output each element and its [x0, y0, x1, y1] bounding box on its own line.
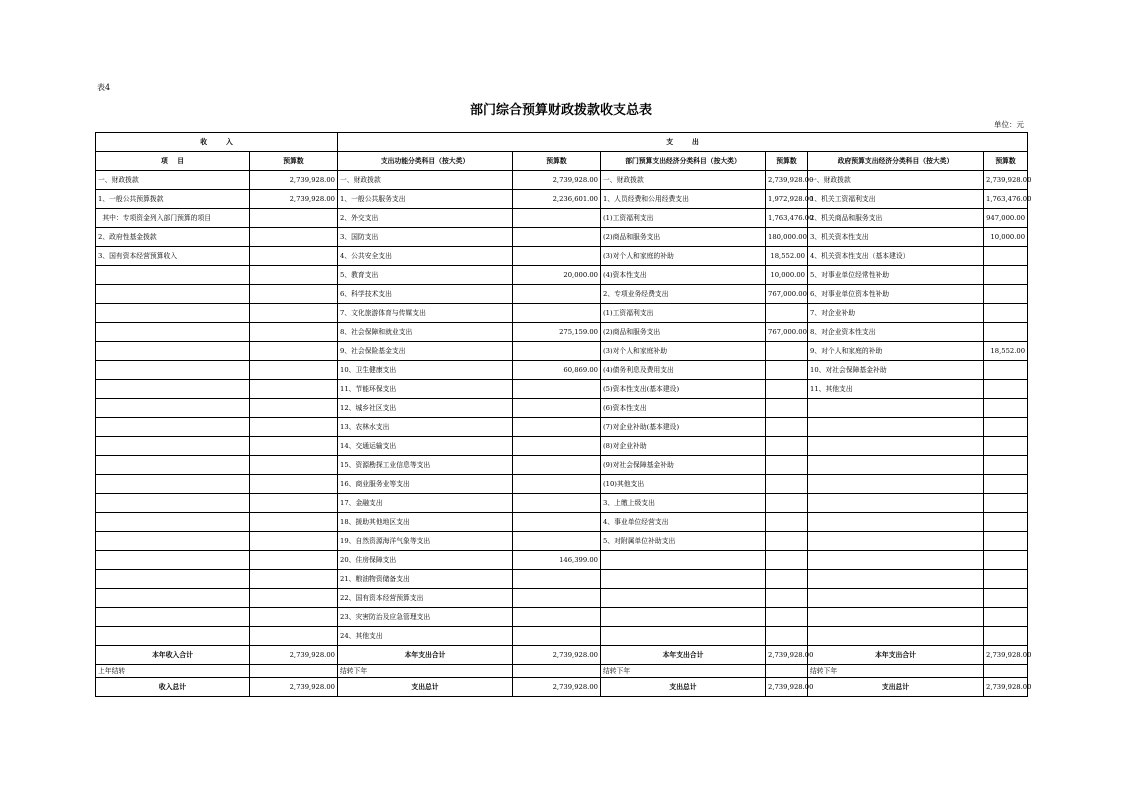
cell-gov-economic-budget: [984, 513, 1028, 532]
cell-functional-item: 20、住房保障支出: [338, 551, 513, 570]
cell-income-item: [96, 361, 250, 380]
cell-functional-budget: 60,869.00: [513, 361, 601, 380]
cell-functional-item: 19、自然资源海洋气象等支出: [338, 532, 513, 551]
cell-gov-economic-budget: [984, 665, 1028, 678]
cell-gov-economic-item: 8、对企业资本性支出: [808, 323, 984, 342]
cell-gov-economic-item: 11、其他支出: [808, 380, 984, 399]
cell-dept-economic-budget: 767,000.00: [766, 323, 808, 342]
cell-functional-budget: 2,236,601.00: [513, 190, 601, 209]
cell-income-item: [96, 456, 250, 475]
cell-functional-budget: [513, 665, 601, 678]
cell-income-item: [96, 266, 250, 285]
cell-gov-economic-item: [808, 608, 984, 627]
cell-gov-economic-item: 一、财政拨款: [808, 171, 984, 190]
cell-gov-economic-budget: [984, 399, 1028, 418]
cell-income-budget: [250, 399, 338, 418]
cell-functional-item: 6、科学技术支出: [338, 285, 513, 304]
cell-functional-budget: [513, 228, 601, 247]
cell-functional-budget: [513, 627, 601, 646]
cell-functional-budget: [513, 437, 601, 456]
unit-label: 单位：元: [994, 120, 1024, 129]
cell-dept-economic-item: (8)对企业补助: [601, 437, 766, 456]
table-row: [96, 209, 1028, 228]
cell-income-budget: 2,739,928.00: [250, 190, 338, 209]
cell-dept-economic-item: 5、对附属单位补助支出: [601, 532, 766, 551]
income-section-header: 收 入: [96, 133, 338, 152]
cell-functional-budget: [513, 342, 601, 361]
col-header-income-budget: 预算数: [250, 152, 338, 171]
cell-functional-item: 15、资源勘探工业信息等支出: [338, 456, 513, 475]
cell-income-item: [96, 342, 250, 361]
cell-income-budget: [250, 627, 338, 646]
cell-dept-economic-budget: [766, 456, 808, 475]
cell-functional-item: 支出总计: [338, 678, 513, 697]
cell-income-budget: [250, 418, 338, 437]
cell-gov-economic-item: [808, 475, 984, 494]
cell-income-budget: [250, 304, 338, 323]
cell-gov-economic-item: [808, 627, 984, 646]
col-header-dept-economic-class: 部门预算支出经济分类科目（按大类）: [601, 152, 766, 171]
cell-functional-budget: [513, 304, 601, 323]
cell-dept-economic-budget: [766, 608, 808, 627]
column-header-row: [96, 152, 1028, 171]
cell-income-item: [96, 532, 250, 551]
cell-dept-economic-item: (2)商品和服务支出: [601, 323, 766, 342]
cell-gov-economic-budget: 2,739,928.00: [984, 678, 1028, 697]
cell-functional-item: 2、外交支出: [338, 209, 513, 228]
expenditure-section-header: 支 出: [338, 133, 1028, 152]
cell-gov-economic-item: [808, 570, 984, 589]
cell-dept-economic-item: (5)资本性支出(基本建设): [601, 380, 766, 399]
cell-gov-economic-budget: [984, 247, 1028, 266]
cell-gov-economic-budget: [984, 418, 1028, 437]
cell-income-budget: [250, 551, 338, 570]
table-row: [96, 570, 1028, 589]
cell-dept-economic-item: 一、财政拨款: [601, 171, 766, 190]
cell-income-item: [96, 475, 250, 494]
cell-gov-economic-item: 7、对企业补助: [808, 304, 984, 323]
cell-dept-economic-budget: [766, 418, 808, 437]
cell-income-budget: [250, 323, 338, 342]
cell-dept-economic-item: 2、专项业务经费支出: [601, 285, 766, 304]
cell-functional-budget: [513, 513, 601, 532]
cell-dept-economic-budget: 2,739,928.00: [766, 678, 808, 697]
cell-dept-economic-item: 1、人员经费和公用经费支出: [601, 190, 766, 209]
cell-income-budget: [250, 532, 338, 551]
cell-gov-economic-item: 支出总计: [808, 678, 984, 697]
cell-gov-economic-budget: [984, 475, 1028, 494]
cell-income-budget: [250, 475, 338, 494]
cell-functional-item: 24、其他支出: [338, 627, 513, 646]
cell-functional-budget: [513, 285, 601, 304]
cell-functional-budget: 20,000.00: [513, 266, 601, 285]
cell-dept-economic-budget: [766, 380, 808, 399]
cell-functional-budget: [513, 532, 601, 551]
cell-gov-economic-budget: [984, 570, 1028, 589]
table-row: [96, 323, 1028, 342]
cell-dept-economic-budget: 2,739,928.00: [766, 171, 808, 190]
cell-income-item: 本年收入合计: [96, 646, 250, 665]
cell-dept-economic-item: 本年支出合计: [601, 646, 766, 665]
cell-dept-economic-item: (2)商品和服务支出: [601, 228, 766, 247]
cell-functional-item: 7、文化旅游体育与传媒支出: [338, 304, 513, 323]
table-row: [96, 475, 1028, 494]
cell-dept-economic-budget: [766, 532, 808, 551]
cell-income-item: [96, 304, 250, 323]
cell-income-item: [96, 627, 250, 646]
cell-gov-economic-item: 4、机关资本性支出（基本建设）: [808, 247, 984, 266]
cell-gov-economic-budget: [984, 304, 1028, 323]
cell-dept-economic-budget: [766, 342, 808, 361]
cell-functional-budget: [513, 494, 601, 513]
cell-income-budget: [250, 361, 338, 380]
cell-functional-budget: 2,739,928.00: [513, 171, 601, 190]
cell-income-item: [96, 399, 250, 418]
col-header-gov-economic-budget: 预算数: [984, 152, 1028, 171]
table-row: [96, 361, 1028, 380]
page-title: 部门综合预算财政拨款收支总表: [469, 103, 652, 118]
cell-dept-economic-item: (3)对个人和家庭补助: [601, 342, 766, 361]
cell-income-budget: [250, 266, 338, 285]
cell-functional-budget: [513, 475, 601, 494]
table-row: [96, 247, 1028, 266]
cell-gov-economic-item: 2、机关商品和服务支出: [808, 209, 984, 228]
cell-functional-item: 8、社会保障和就业支出: [338, 323, 513, 342]
cell-dept-economic-budget: [766, 399, 808, 418]
cell-gov-economic-item: [808, 513, 984, 532]
cell-income-item: [96, 418, 250, 437]
cell-functional-item: 14、交通运输支出: [338, 437, 513, 456]
table-row: [96, 304, 1028, 323]
cell-dept-economic-budget: [766, 513, 808, 532]
cell-dept-economic-budget: [766, 304, 808, 323]
cell-functional-item: 16、商业服务业等支出: [338, 475, 513, 494]
cell-income-item: [96, 551, 250, 570]
cell-dept-economic-budget: [766, 589, 808, 608]
cell-functional-item: 23、灾害防治及应急管理支出: [338, 608, 513, 627]
cell-income-budget: 2,739,928.00: [250, 171, 338, 190]
cell-income-budget: [250, 247, 338, 266]
cell-gov-economic-budget: [984, 456, 1028, 475]
cell-income-item: 上年结转: [96, 665, 250, 678]
cell-dept-economic-budget: [766, 437, 808, 456]
cell-dept-economic-item: (6)资本性支出: [601, 399, 766, 418]
col-header-gov-economic-class: 政府预算支出经济分类科目（按大类）: [808, 152, 984, 171]
cell-functional-item: 一、财政拨款: [338, 171, 513, 190]
cell-dept-economic-budget: [766, 494, 808, 513]
cell-functional-item: 3、国防支出: [338, 228, 513, 247]
cell-functional-item: 13、农林水支出: [338, 418, 513, 437]
cell-gov-economic-budget: [984, 532, 1028, 551]
table-row: [96, 551, 1028, 570]
cell-gov-economic-budget: 2,739,928.00: [984, 646, 1028, 665]
cell-income-budget: [250, 570, 338, 589]
cell-functional-item: 22、国有资本经营预算支出: [338, 589, 513, 608]
cell-dept-economic-item: (4)资本性支出: [601, 266, 766, 285]
cell-dept-economic-budget: 10,000.00: [766, 266, 808, 285]
cell-gov-economic-budget: 18,552.00: [984, 342, 1028, 361]
cell-dept-economic-item: 4、事业单位经营支出: [601, 513, 766, 532]
cell-income-budget: [250, 456, 338, 475]
table-row: [96, 342, 1028, 361]
total-row-year: [96, 646, 1028, 665]
cell-gov-economic-item: 3、机关资本性支出: [808, 228, 984, 247]
cell-dept-economic-item: [601, 608, 766, 627]
table-row: [96, 399, 1028, 418]
cell-gov-economic-item: [808, 551, 984, 570]
cell-gov-economic-budget: [984, 627, 1028, 646]
cell-dept-economic-budget: 1,972,928.00: [766, 190, 808, 209]
cell-gov-economic-item: [808, 399, 984, 418]
cell-gov-economic-item: 5、对事业单位经常性补助: [808, 266, 984, 285]
cell-dept-economic-item: (7)对企业补助(基本建设): [601, 418, 766, 437]
cell-income-budget: [250, 380, 338, 399]
cell-income-item: [96, 437, 250, 456]
cell-income-item: 收入总计: [96, 678, 250, 697]
cell-gov-economic-item: [808, 532, 984, 551]
cell-gov-economic-item: [808, 589, 984, 608]
cell-dept-economic-item: (4)债务利息及费用支出: [601, 361, 766, 380]
cell-income-item: [96, 494, 250, 513]
cell-income-budget: [250, 228, 338, 247]
cell-dept-economic-item: [601, 551, 766, 570]
cell-gov-economic-budget: 10,000.00: [984, 228, 1028, 247]
cell-gov-economic-item: 9、对个人和家庭的补助: [808, 342, 984, 361]
table-row: [96, 228, 1028, 247]
grand-total-row: [96, 678, 1028, 697]
cell-gov-economic-budget: 1,763,476.00: [984, 190, 1028, 209]
table-row: [96, 380, 1028, 399]
cell-income-budget: [250, 285, 338, 304]
cell-dept-economic-item: [601, 627, 766, 646]
cell-dept-economic-budget: [766, 627, 808, 646]
cell-dept-economic-budget: 18,552.00: [766, 247, 808, 266]
cell-income-budget: [250, 665, 338, 678]
cell-functional-item: 本年支出合计: [338, 646, 513, 665]
cell-income-item: [96, 570, 250, 589]
cell-gov-economic-budget: [984, 285, 1028, 304]
cell-income-budget: [250, 437, 338, 456]
table-row: [96, 418, 1028, 437]
cell-income-item: [96, 513, 250, 532]
col-header-functional-class: 支出功能分类科目（按大类）: [338, 152, 513, 171]
table-row: [96, 437, 1028, 456]
cell-gov-economic-budget: 2,739,928.00: [984, 171, 1028, 190]
cell-gov-economic-budget: [984, 437, 1028, 456]
cell-functional-budget: [513, 456, 601, 475]
cell-gov-economic-budget: [984, 494, 1028, 513]
cell-functional-item: 结转下年: [338, 665, 513, 678]
cell-gov-economic-budget: 947,000.00: [984, 209, 1028, 228]
cell-gov-economic-item: [808, 494, 984, 513]
cell-income-budget: [250, 494, 338, 513]
cell-income-item: 一、财政拨款: [96, 171, 250, 190]
cell-functional-item: 1、一般公共服务支出: [338, 190, 513, 209]
cell-dept-economic-item: (1)工资福利支出: [601, 209, 766, 228]
cell-dept-economic-budget: [766, 570, 808, 589]
cell-gov-economic-item: 结转下年: [808, 665, 984, 678]
section-header-row: [96, 133, 1028, 152]
cell-gov-economic-budget: [984, 608, 1028, 627]
cell-gov-economic-budget: [984, 380, 1028, 399]
table-row: [96, 266, 1028, 285]
cell-dept-economic-budget: [766, 361, 808, 380]
cell-functional-budget: [513, 608, 601, 627]
cell-dept-economic-budget: [766, 665, 808, 678]
cell-dept-economic-item: (1)工资福利支出: [601, 304, 766, 323]
cell-gov-economic-item: 6、对事业单位资本性补助: [808, 285, 984, 304]
cell-income-item: [96, 589, 250, 608]
cell-dept-economic-budget: 2,739,928.00: [766, 646, 808, 665]
cell-functional-budget: 275,159.00: [513, 323, 601, 342]
cell-dept-economic-item: [601, 570, 766, 589]
cell-dept-economic-budget: 1,763,476.00: [766, 209, 808, 228]
table-row: [96, 589, 1028, 608]
table-row: [96, 171, 1028, 190]
col-header-functional-budget: 预算数: [513, 152, 601, 171]
cell-functional-budget: [513, 399, 601, 418]
cell-income-item: 其中：专项资金列入部门预算的项目: [96, 209, 250, 228]
cell-income-budget: [250, 589, 338, 608]
table-row: [96, 513, 1028, 532]
table-row: [96, 285, 1028, 304]
cell-functional-item: 5、教育支出: [338, 266, 513, 285]
table-row: [96, 608, 1028, 627]
cell-functional-budget: [513, 570, 601, 589]
cell-functional-item: 9、社会保险基金支出: [338, 342, 513, 361]
cell-dept-economic-item: (9)对社会保障基金补助: [601, 456, 766, 475]
table-row: [96, 532, 1028, 551]
cell-income-item: [96, 380, 250, 399]
cell-gov-economic-budget: [984, 361, 1028, 380]
cell-income-item: [96, 323, 250, 342]
cell-dept-economic-item: (3)对个人和家庭的补助: [601, 247, 766, 266]
cell-gov-economic-budget: [984, 266, 1028, 285]
cell-dept-economic-budget: [766, 475, 808, 494]
cell-dept-economic-item: 支出总计: [601, 678, 766, 697]
cell-income-budget: [250, 342, 338, 361]
cell-gov-economic-item: [808, 437, 984, 456]
cell-gov-economic-item: 1、机关工资福利支出: [808, 190, 984, 209]
cell-functional-item: 21、粮油物资储备支出: [338, 570, 513, 589]
table-row: [96, 190, 1028, 209]
cell-dept-economic-item: [601, 589, 766, 608]
cell-functional-budget: [513, 380, 601, 399]
cell-income-budget: 2,739,928.00: [250, 678, 338, 697]
cell-income-budget: 2,739,928.00: [250, 646, 338, 665]
cell-gov-economic-item: 本年支出合计: [808, 646, 984, 665]
cell-income-item: [96, 285, 250, 304]
budget-table: [95, 132, 1032, 697]
cell-functional-budget: 2,739,928.00: [513, 678, 601, 697]
table-row: [96, 494, 1028, 513]
cell-functional-item: 11、节能环保支出: [338, 380, 513, 399]
cell-income-budget: [250, 608, 338, 627]
cell-income-item: 3、国有资本经营预算收入: [96, 247, 250, 266]
cell-functional-item: 17、金融支出: [338, 494, 513, 513]
col-header-item: 项 目: [96, 152, 250, 171]
cell-income-budget: [250, 513, 338, 532]
cell-income-item: [96, 608, 250, 627]
cell-functional-budget: 146,399.00: [513, 551, 601, 570]
cell-gov-economic-budget: [984, 323, 1028, 342]
cell-functional-budget: 2,739,928.00: [513, 646, 601, 665]
cell-functional-budget: [513, 209, 601, 228]
cell-functional-item: 12、城乡社区支出: [338, 399, 513, 418]
cell-dept-economic-item: 结转下年: [601, 665, 766, 678]
col-header-dept-economic-budget: 预算数: [766, 152, 808, 171]
cell-functional-item: 18、援助其他地区支出: [338, 513, 513, 532]
cell-functional-budget: [513, 418, 601, 437]
cell-functional-item: 10、卫生健康支出: [338, 361, 513, 380]
cell-income-item: 1、一般公共预算拨款: [96, 190, 250, 209]
cell-gov-economic-item: 10、对社会保障基金补助: [808, 361, 984, 380]
table-row: [96, 627, 1028, 646]
cell-dept-economic-budget: 767,000.00: [766, 285, 808, 304]
table-row: [96, 456, 1028, 475]
cell-functional-budget: [513, 589, 601, 608]
cell-income-budget: [250, 209, 338, 228]
cell-dept-economic-item: 3、上缴上级支出: [601, 494, 766, 513]
table-number: 表4: [97, 83, 111, 92]
cell-functional-budget: [513, 247, 601, 266]
cell-dept-economic-budget: [766, 551, 808, 570]
cell-dept-economic-item: (10)其他支出: [601, 475, 766, 494]
cell-functional-item: 4、公共安全支出: [338, 247, 513, 266]
cell-dept-economic-budget: 180,000.00: [766, 228, 808, 247]
carry-over-row: [96, 665, 1028, 678]
cell-gov-economic-budget: [984, 589, 1028, 608]
cell-income-item: 2、政府性基金拨款: [96, 228, 250, 247]
cell-gov-economic-budget: [984, 551, 1028, 570]
cell-gov-economic-item: [808, 456, 984, 475]
cell-gov-economic-item: [808, 418, 984, 437]
